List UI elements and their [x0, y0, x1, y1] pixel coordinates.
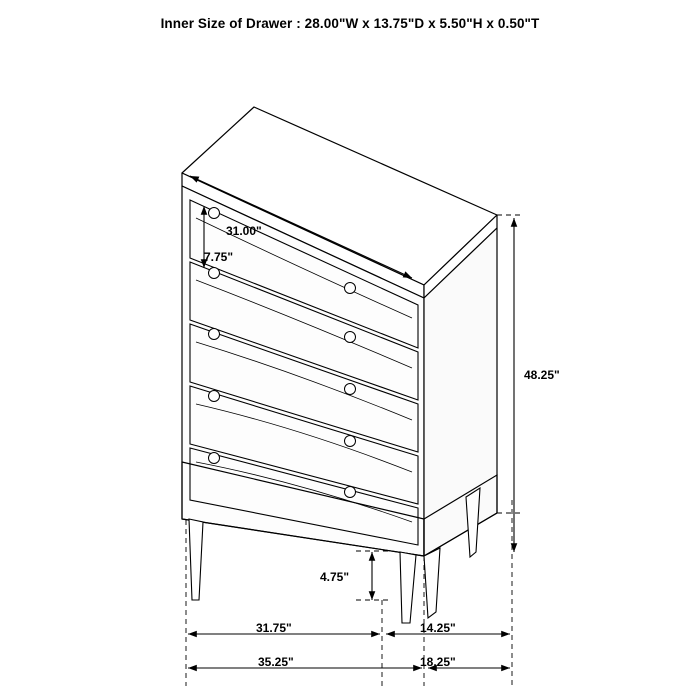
leg-back-right: [466, 488, 480, 557]
leg-front-left: [189, 519, 203, 600]
dimension-label-4-75: 4.75": [320, 570, 350, 584]
leg-mid-right: [424, 548, 440, 618]
leg-front-right: [400, 552, 416, 623]
dimension-label-48-25: 48.25": [524, 368, 560, 382]
chest-body: [182, 107, 497, 556]
knob-right-5: [345, 487, 356, 498]
knob-right-1: [345, 283, 356, 294]
knob-right-3: [345, 384, 356, 395]
page-title: Inner Size of Drawer : 28.00"W x 13.75"D x 5.50"H x 0.50"T: [160, 16, 540, 31]
dimension-label-18-25: 18.25": [420, 655, 456, 669]
knob-left-1: [209, 208, 220, 219]
knob-right-4: [345, 436, 356, 447]
knob-left-3: [209, 329, 220, 340]
dimension-label-35-25: 35.25": [258, 655, 294, 669]
dimension-label-7-75: 7.75": [204, 250, 234, 264]
knob-left-5: [209, 453, 220, 464]
dimension-label-31: 31.00": [226, 224, 262, 238]
dimension-label-14-25: 14.25": [420, 621, 456, 635]
dimension-label-31-75: 31.75": [256, 621, 292, 635]
knob-left-4: [209, 391, 220, 402]
knob-left-2: [209, 268, 220, 279]
knob-right-2: [345, 332, 356, 343]
